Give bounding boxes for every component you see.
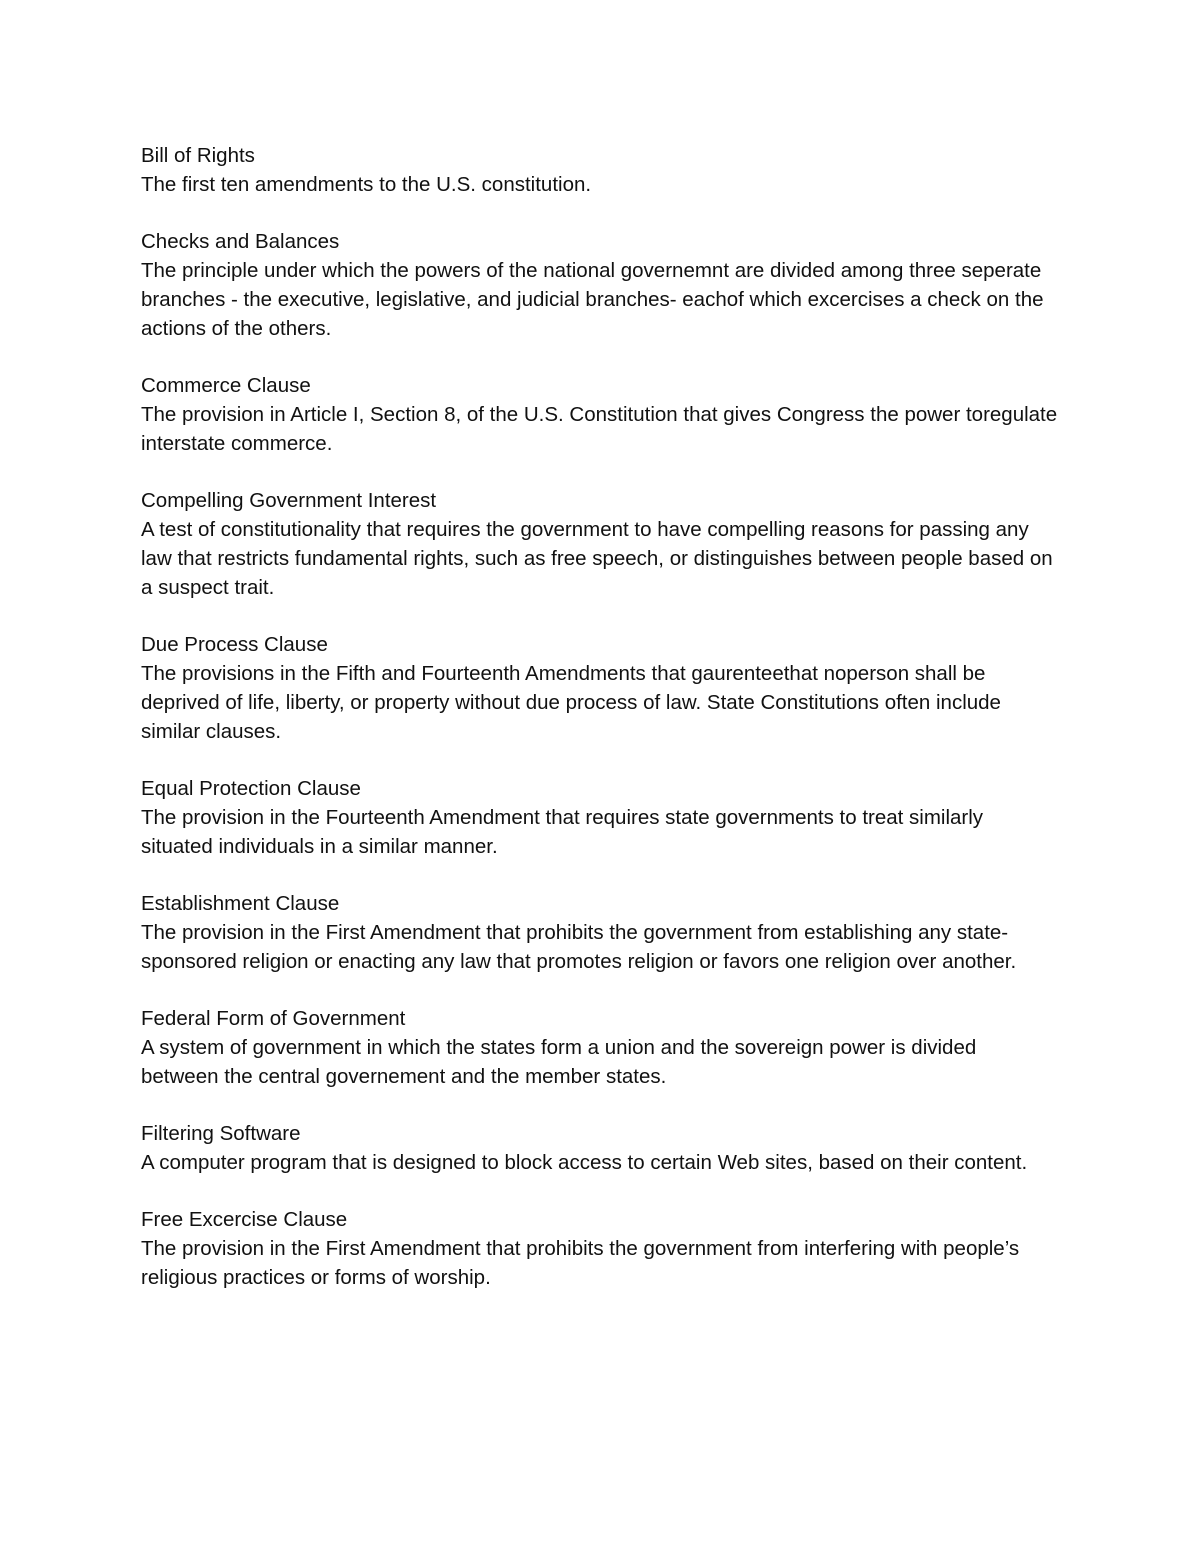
entry-term: Establishment Clause xyxy=(141,892,340,915)
entry-definition: The principle under which the powers of the national governemnt are divided among three seperate branches - the executive, legislative, and judicial branches- eachof which excercises a check on the actions of the others. xyxy=(141,259,1044,340)
entry-term: Federal Form of Government xyxy=(141,1007,406,1030)
glossary-body xyxy=(141,141,1059,1320)
entry-definition: A system of government in which the states form a union and the sovereign power is divided between the central governement and the member states. xyxy=(141,1036,977,1088)
glossary-entry xyxy=(141,1004,1059,1091)
entry-definition: The first ten amendments to the U.S. constitution. xyxy=(141,173,592,196)
glossary-entry xyxy=(141,486,1059,602)
glossary-entry xyxy=(141,889,1059,976)
entry-term: Bill of Rights xyxy=(141,144,255,167)
entry-definition: The provision in the First Amendment that prohibits the government from establishing any state-sponsored religion or enacting any law that promotes religion or favors one religion over another. xyxy=(141,921,1017,973)
glossary-entry xyxy=(141,1119,1059,1177)
entry-definition: The provisions in the Fifth and Fourteenth Amendments that gaurenteethat noperson shall be deprived of life, liberty, or property without due process of law. State Constitutions often include similar clauses. xyxy=(141,662,1001,743)
entry-definition: A computer program that is designed to block access to certain Web sites, based on their content. xyxy=(141,1151,1028,1174)
entry-term: Checks and Balances xyxy=(141,230,340,253)
entry-term: Free Excercise Clause xyxy=(141,1208,348,1231)
glossary-entry xyxy=(141,141,1059,199)
entry-definition: A test of constitutionality that requires the government to have compelling reasons for passing any law that restricts fundamental rights, such as free speech, or distinguishes between people based on a suspect trait. xyxy=(141,518,1053,599)
glossary-entry xyxy=(141,1205,1059,1292)
glossary-entry xyxy=(141,774,1059,861)
glossary-entry xyxy=(141,227,1059,343)
glossary-entry xyxy=(141,371,1059,458)
entry-term: Equal Protection Clause xyxy=(141,777,361,800)
entry-definition: The provision in the Fourteenth Amendment that requires state governments to treat similarly situated individuals in a similar manner. xyxy=(141,806,984,858)
entry-term: Filtering Software xyxy=(141,1122,301,1145)
entry-definition: The provision in the First Amendment that prohibits the government from interfering with people’s religious practices or forms of worship. xyxy=(141,1237,1020,1289)
glossary-entry xyxy=(141,630,1059,746)
entry-definition: The provision in Article I, Section 8, of the U.S. Constitution that gives Congress the power toregulate interstate commerce. xyxy=(141,403,1058,455)
entry-term: Compelling Government Interest xyxy=(141,489,437,512)
entry-term: Due Process Clause xyxy=(141,633,328,656)
entry-term: Commerce Clause xyxy=(141,374,311,397)
